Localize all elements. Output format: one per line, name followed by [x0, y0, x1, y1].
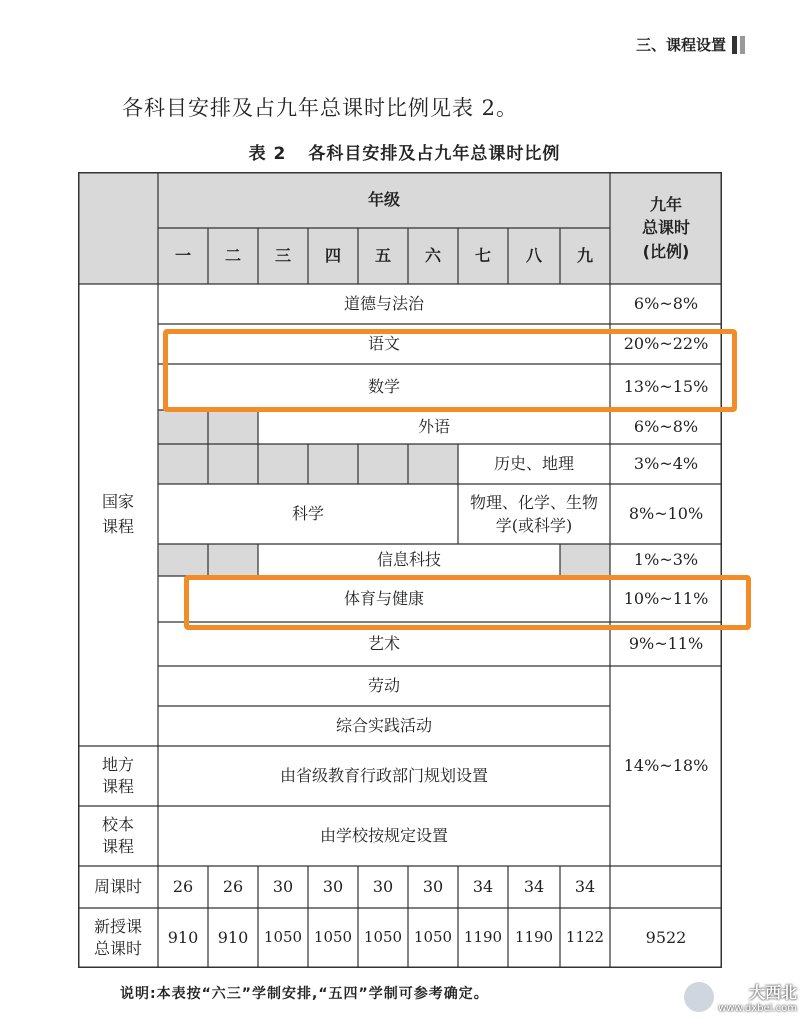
weekly-2: 26 [222, 876, 244, 896]
totals-label: 新授课总课时 [93, 917, 142, 958]
watermark-logo-icon [684, 982, 714, 1012]
group-local: 地方课程 [101, 755, 134, 796]
total-4: 1050 [313, 928, 353, 947]
total-6: 1050 [413, 928, 453, 947]
caption-title: 各科目安排及占九年总课时比例 [308, 144, 561, 164]
subject-labor: 劳动 [367, 675, 400, 695]
watermark-text [718, 980, 797, 1014]
subject-pe-health: 体育与健康 [343, 588, 424, 608]
grade-4: 四 [324, 245, 341, 265]
subject-morality-law: 道德与法治 [343, 293, 424, 313]
subject-practice: 综合实践活动 [335, 715, 432, 735]
grade-6: 六 [424, 245, 441, 265]
subject-foreign-language: 外语 [417, 416, 450, 436]
total-2: 910 [217, 927, 249, 947]
total-7: 1190 [463, 928, 503, 947]
watermark-name: 大西北 [748, 983, 797, 1002]
grand-total: 9522 [645, 927, 687, 947]
weekly-3: 30 [272, 876, 294, 896]
group-school: 校本课程 [101, 815, 134, 856]
total-header-line1: 九年 [649, 195, 682, 215]
weekly-7: 34 [472, 876, 494, 896]
total-8: 1190 [514, 928, 554, 947]
watermark-url: www.dxbei.com [718, 1003, 797, 1014]
ratio-math: 13%~15% [623, 376, 709, 396]
table-caption [0, 139, 809, 164]
ratio-it: 1%~3% [633, 549, 699, 569]
school-curriculum-desc: 由学校按规定设置 [319, 825, 448, 845]
total-header [610, 172, 722, 284]
weekly-label: 周课时 [93, 876, 142, 896]
ratio-pe-health: 10%~11% [623, 588, 709, 608]
grade-2: 二 [224, 245, 241, 265]
weekly-6: 30 [422, 876, 444, 896]
ratio-history-geography: 3%~4% [633, 453, 699, 473]
subject-physics-chem-bio: 物理、化学、生物学(或科学) [469, 492, 598, 535]
intro-text: 各科目安排及占九年总课时比例见表 2。 [122, 96, 519, 120]
curriculum-table [78, 172, 722, 968]
ratio-morality-law: 6%~8% [633, 293, 699, 313]
weekly-8: 34 [523, 876, 545, 896]
table-note: 说明:本表按“六三”学制安排,“五四”学制可参考确定。 [120, 986, 489, 1002]
local-curriculum-desc: 由省级教育行政部门规划设置 [279, 765, 488, 785]
subject-science: 科学 [291, 503, 324, 523]
weekly-5: 30 [372, 876, 394, 896]
subject-math: 数学 [367, 376, 400, 396]
total-5: 1050 [363, 928, 403, 947]
ratio-chinese: 20%~22% [623, 333, 709, 353]
weekly-9: 34 [574, 876, 596, 896]
weekly-4: 30 [322, 876, 344, 896]
grade-5: 五 [374, 245, 391, 265]
total-1: 910 [167, 927, 199, 947]
group-national: 国家课程 [101, 492, 134, 536]
watermark [684, 980, 797, 1014]
caption-number: 表 2 [248, 144, 287, 164]
total-3: 1050 [263, 928, 303, 947]
ratio-foreign-language: 6%~8% [633, 416, 699, 436]
subject-chinese: 语文 [367, 333, 400, 353]
running-head-bars [732, 36, 745, 54]
subject-arts: 艺术 [367, 633, 400, 653]
subject-history-geography: 历史、地理 [493, 453, 574, 473]
weekly-1: 26 [172, 876, 194, 896]
grade-header: 年级 [367, 189, 400, 209]
ratio-science: 8%~10% [628, 503, 704, 523]
ratio-arts: 9%~11% [628, 633, 704, 653]
subject-it: 信息科技 [376, 549, 441, 569]
running-head-text: 三、课程设置 [635, 36, 726, 54]
grade-7: 七 [474, 245, 491, 265]
total-header-line2: 总课时 [641, 218, 690, 238]
grade-3: 三 [274, 245, 291, 265]
running-head [636, 34, 745, 55]
highlight-pe-health [184, 575, 751, 630]
grade-9: 九 [576, 245, 593, 265]
highlight-chinese-math [163, 329, 737, 412]
total-9: 1122 [565, 928, 605, 947]
ratio-combined: 14%~18% [623, 755, 709, 775]
total-header-line3: (比例) [642, 241, 690, 261]
grade-8: 八 [525, 245, 542, 265]
grade-1: 一 [174, 245, 191, 265]
